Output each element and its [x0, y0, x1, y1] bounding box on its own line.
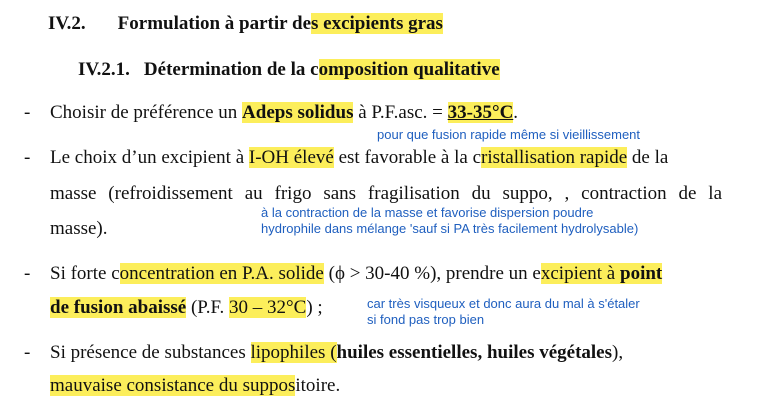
bullet-4-text: Si présence de substances: [50, 342, 251, 363]
bullet-3-highlight-2: xcipient à: [540, 263, 620, 284]
bullet-4-text-end: itoire.: [295, 375, 341, 396]
bullet-1-highlight: Adeps solidus: [242, 102, 354, 123]
bullet-2-line-3: masse).: [50, 218, 108, 239]
bullet-dash-1: -: [24, 102, 31, 123]
bullet-2-text: Le choix d’un excipient à: [50, 147, 249, 168]
heading-iv2-number: IV.2.: [48, 13, 86, 34]
bullet-3-line-1: [50, 262, 662, 286]
note-1: pour que fusion rapide même si vieillissement: [377, 127, 641, 142]
bullet-3-highlight-fusion: de fusion abaissé: [50, 297, 187, 318]
bullet-2-highlight-2: ristallisation rapide: [481, 147, 628, 168]
bullet-4-highlight-2: mauvaise consistance du suppos: [50, 375, 296, 396]
bullet-1: [50, 101, 518, 125]
bullet-4-line-1: [50, 341, 722, 365]
heading-iv2-text: Formulation à partir de: [117, 13, 312, 34]
bullet-4-bold: huiles essentielles, huiles végétales: [336, 342, 613, 363]
bullet-1-text: Choisir de préférence un: [50, 102, 243, 123]
heading-iv2: [48, 12, 443, 36]
bullet-2-line-2: masse (refroidissement au frigo sans fragilisation du suppo, , contraction de la: [50, 183, 722, 204]
note-3-line-2: si fond pas trop bien: [367, 312, 485, 327]
note-2-line-1: à la contraction de la masse et favorise dispersion poudre: [261, 205, 594, 220]
bullet-dash-3: -: [24, 263, 31, 284]
bullet-3-line-2: [50, 296, 323, 320]
bullet-4-text-c: ),: [612, 342, 624, 363]
bullet-2-text-b: est favorable à la c: [333, 147, 482, 168]
bullet-3-text-end: ) ;: [306, 297, 323, 318]
bullet-dash-4: -: [24, 342, 31, 363]
note-2-line-2: hydrophile dans mélange 'sauf si PA très facilement hydrolysable): [261, 221, 639, 236]
heading-iv2-highlight: s excipients gras: [311, 13, 443, 34]
bullet-2-highlight-1: I-OH élevé: [248, 147, 334, 168]
bullet-3-text-pf: (P.F.: [186, 297, 230, 318]
bullet-dash-2: -: [24, 147, 31, 168]
heading-iv21: [78, 58, 500, 82]
bullet-2-text-c: de la: [627, 147, 669, 168]
bullet-3-highlight-temp: 30 – 32°C: [229, 297, 307, 318]
heading-iv21-text: Détermination de la c: [143, 59, 319, 80]
bullet-3-highlight-point: point: [620, 263, 663, 284]
bullet-3-highlight-1: oncentration en P.A. solide: [119, 263, 324, 284]
bullet-2-line-1: [50, 146, 668, 170]
bullet-3-text-b: (ϕ > 30-40 %), prendre un e: [323, 263, 541, 284]
heading-iv21-highlight: omposition qualitative: [318, 59, 500, 80]
heading-iv21-number: IV.2.1.: [78, 59, 130, 80]
bullet-1-end: .: [513, 102, 519, 123]
bullet-3-text: Si forte c: [50, 263, 120, 284]
bullet-4-highlight: lipophiles (: [250, 342, 337, 363]
note-3-line-1: car très visqueux et donc aura du mal à s'étaler: [367, 296, 640, 311]
bullet-4-line-2: [50, 374, 340, 398]
bullet-1-value: 33-35°C: [447, 102, 514, 123]
bullet-1-text-b: à P.F.asc. =: [353, 102, 448, 123]
